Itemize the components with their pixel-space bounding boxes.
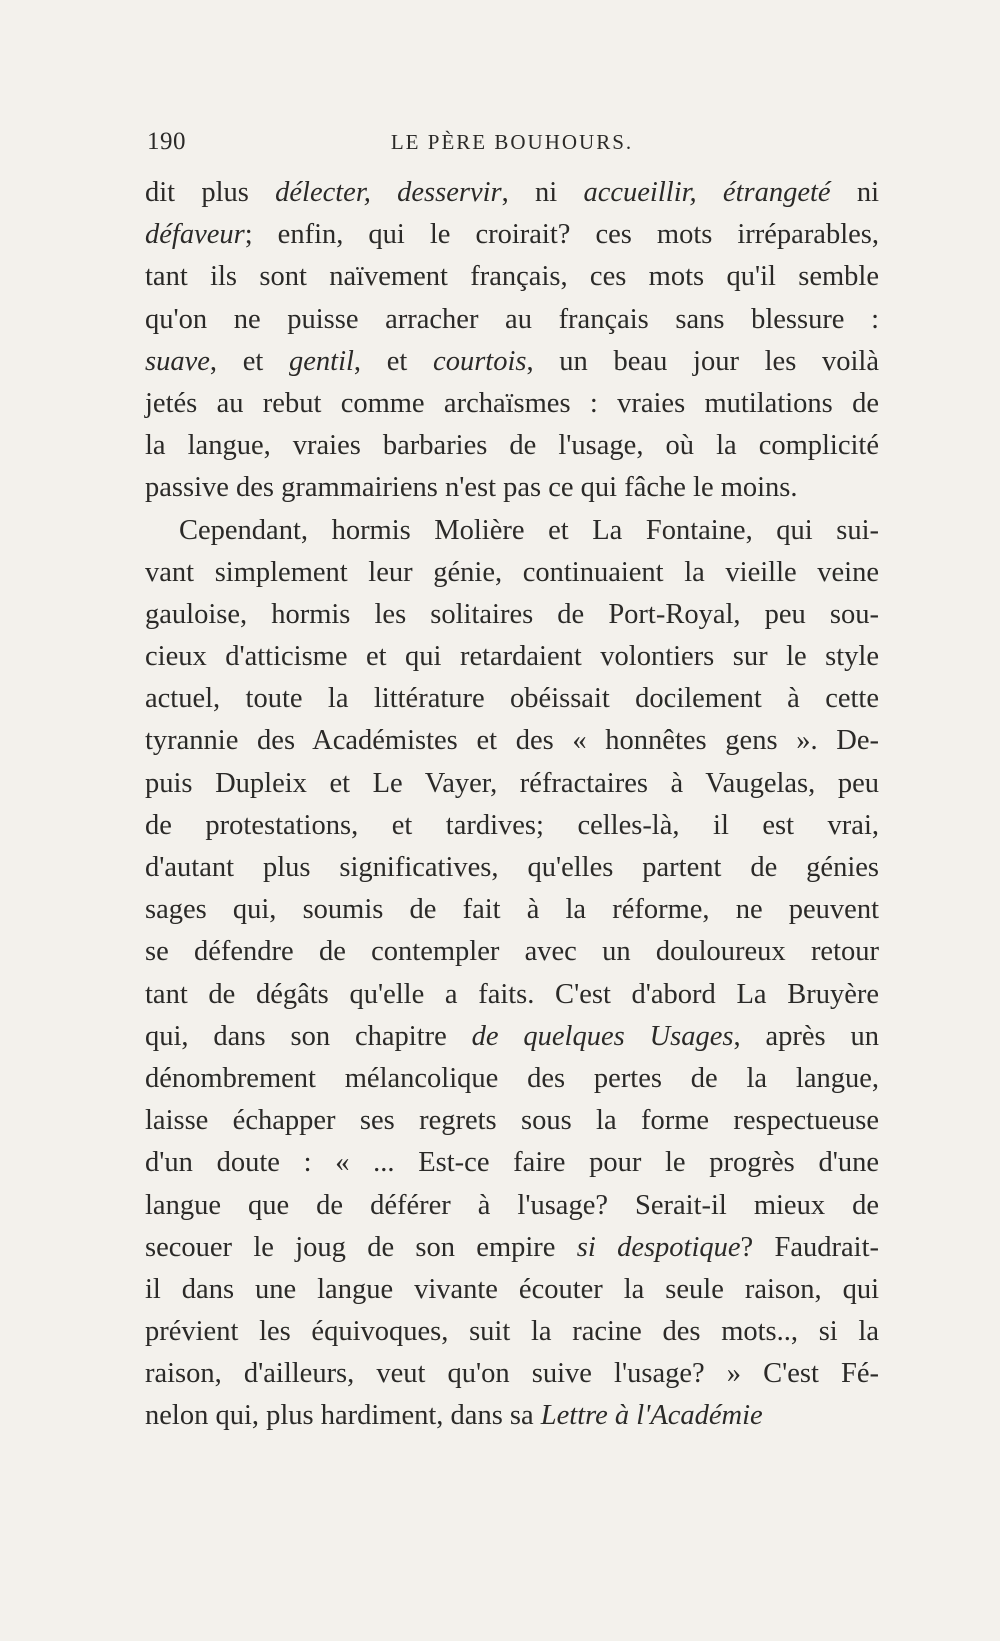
italic-run: délecter, desservir	[275, 177, 502, 208]
text-line	[145, 763, 879, 805]
text-run: tant de dégâts qu'elle a faits. C'est d'abord La Bruyère	[145, 978, 879, 1010]
text-line	[145, 1395, 879, 1437]
italic-run: si despotique	[576, 1231, 741, 1263]
text-run: laisse échapper ses regrets sous la forme respectueuse	[145, 1105, 879, 1137]
text-line	[145, 1353, 879, 1395]
text-line	[145, 889, 879, 931]
text-run: nelon qui, plus hardiment, dans sa	[145, 1400, 541, 1432]
text-run: tyrannie des Académistes et des « honnêtes gens ». De-	[145, 725, 879, 757]
italic-run: Lettre à l'Académie	[540, 1400, 763, 1432]
italic-run: gentil	[289, 345, 354, 377]
text-line	[145, 341, 879, 383]
text-line	[145, 214, 879, 256]
text-run: , après un	[733, 1020, 880, 1052]
text-run: la langue, vraies barbaries de l'usage, où la complicité	[145, 430, 879, 462]
italic-run: défaveur	[145, 219, 245, 251]
text-run: jetés au rebut comme archaïsmes : vraies mutilations de	[145, 387, 879, 419]
text-run: sages qui, soumis de fait à la réforme, ne peuvent	[145, 894, 879, 926]
text-line	[145, 931, 879, 973]
text-run: cieux d'atticisme et qui retardaient volontiers sur le style	[145, 641, 879, 673]
text-line	[145, 383, 879, 425]
text-line	[145, 1100, 879, 1142]
text-run: prévient les équivoques, suit la racine des mots.., si la	[145, 1316, 879, 1348]
text-line	[145, 847, 879, 889]
text-run: , et	[353, 345, 434, 377]
text-line	[145, 299, 879, 341]
text-line	[145, 974, 879, 1016]
text-run: vant simplement leur génie, continuaient la vieille veine	[145, 556, 879, 588]
text-run: d'autant plus significatives, qu'elles partent de génies	[145, 852, 879, 883]
text-run: qui, dans son chapitre	[145, 1020, 472, 1052]
text-run: se défendre de contempler avec un douloureux retour	[145, 936, 879, 968]
text-run: raison, d'ailleurs, veut qu'on suive l'usage? » C'est Fé-	[145, 1358, 879, 1390]
text-run: dit plus	[145, 177, 276, 208]
italic-run: courtois	[433, 345, 527, 377]
text-run: d'un doute : « ... Est-ce faire pour le progrès d'une	[145, 1147, 879, 1179]
text-line	[145, 172, 879, 214]
text-line	[145, 1016, 879, 1058]
text-run: actuel, toute la littérature obéissait docilement à cette	[145, 683, 879, 715]
body-text	[145, 172, 879, 1438]
text-line	[145, 1269, 879, 1311]
text-line	[145, 1311, 879, 1353]
text-line	[145, 256, 879, 298]
text-line	[145, 720, 879, 762]
text-run: de protestations, et tardives; celles-là, il est vrai,	[145, 809, 879, 841]
text-run: passive des grammairiens n'est pas ce qui fâche le moins.	[145, 472, 798, 504]
text-run: puis Dupleix et Le Vayer, réfractaires à Vaugelas, peu	[145, 767, 879, 799]
text-run: dénombrement mélancolique des pertes de la langue,	[145, 1062, 879, 1094]
text-run: Cependant, hormis Molière et La Fontaine, qui sui-	[179, 514, 879, 546]
text-line	[145, 1058, 879, 1100]
text-line	[145, 510, 879, 552]
text-line	[145, 678, 879, 720]
text-line	[145, 636, 879, 678]
text-run: ni	[830, 177, 879, 208]
italic-run: accueillir, étrangeté	[583, 177, 831, 208]
text-line	[145, 805, 879, 847]
text-line	[145, 1185, 879, 1227]
text-run: gauloise, hormis les solitaires de Port-Royal, peu sou-	[145, 598, 879, 630]
text-run: secouer le joug de son empire	[145, 1231, 577, 1263]
text-line	[145, 594, 879, 636]
text-run: ; enfin, qui le croirait? ces mots irréparables,	[244, 219, 879, 251]
text-run: langue que de déférer à l'usage? Serait-il mieux de	[145, 1189, 879, 1221]
text-run: ? Faudrait-	[740, 1231, 879, 1263]
text-run: , ni	[501, 177, 584, 208]
text-run: qu'on ne puisse arracher au français sans blessure :	[145, 303, 879, 335]
text-run: il dans une langue vivante écouter la seule raison, qui	[145, 1273, 879, 1305]
text-line	[145, 425, 879, 467]
text-run: , un beau jour les voilà	[526, 345, 879, 377]
italic-run: suave	[145, 345, 210, 377]
text-line	[145, 1227, 879, 1269]
italic-run: de quelques Usages	[471, 1020, 734, 1052]
text-run: tant ils sont naïvement français, ces mots qu'il semble	[145, 261, 879, 293]
page-number: 190	[147, 128, 186, 155]
text-line	[145, 467, 879, 509]
text-line	[145, 1142, 879, 1184]
running-title: LE PÈRE BOUHOURS.	[390, 130, 634, 154]
page-header	[147, 128, 877, 162]
text-line	[145, 552, 879, 594]
text-run: , et	[209, 345, 290, 377]
